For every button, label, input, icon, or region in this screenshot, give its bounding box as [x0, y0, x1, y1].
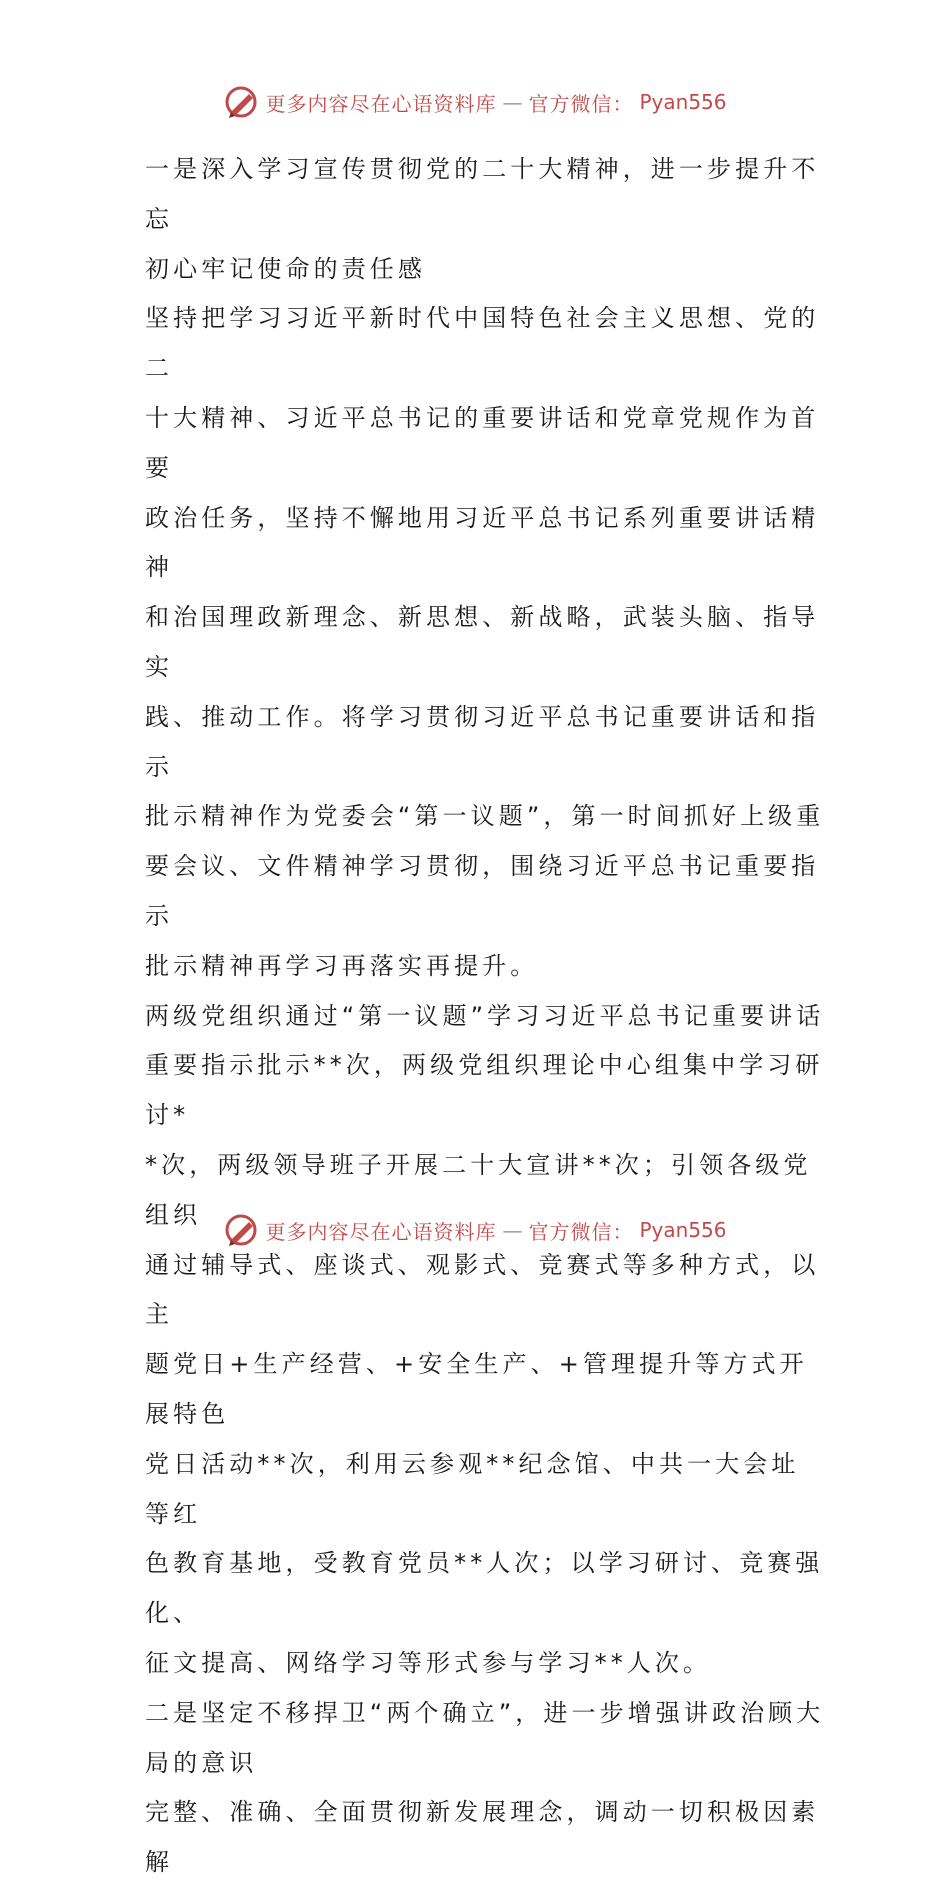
pen-logo-icon [223, 1212, 259, 1248]
banner-separator: — [502, 90, 523, 114]
banner-main-text: 更多内容尽在心语资料库 [265, 91, 497, 116]
document-body [145, 145, 825, 1888]
footer-banner [0, 1210, 950, 1250]
paragraph-2: 两级党组织通过“第一议题”学习习近平总书记重要讲话 重要指示批示**次，两级党组织理论中心组集中学习研讨* *次，两级领导班子开展二十大宣讲**次；引领各级党组织 通过辅导式、座谈式、观影式、竞赛式等多种方式，以主 题党日+生产经营、+安全生产、+管理提升等方式开展特色 党日活动**次，利用云参观**纪念馆、中共一大会址等红 色教育基地，受教育党员**人次；以学习研讨、竞赛强化、 征文提高、网络学习等形式参与学习**人次。 [145, 1001, 825, 1677]
banner-main-text: 更多内容尽在心语资料库 [265, 1219, 497, 1244]
banner-contact-id: Pyan556 [639, 90, 727, 114]
banner-separator: — [502, 1218, 523, 1242]
banner-contact-id: Pyan556 [639, 1218, 727, 1242]
pen-logo-icon [223, 84, 259, 120]
header-banner [0, 82, 950, 122]
section-heading-1: 一是深入学习宣传贯彻党的二十大精神，进一步提升不忘 初心牢记使命的责任感 [145, 155, 820, 283]
banner-contact-label: 官方微信： [528, 91, 634, 116]
banner-contact-label: 官方微信： [528, 1219, 634, 1244]
section-heading-2: 二是坚定不移捍卫“两个确立”，进一步增强讲政治顾大 局的意识 [145, 1698, 825, 1777]
paragraph-1: 坚持把学习习近平新时代中国特色社会主义思想、党的二 十大精神、习近平总书记的重要讲话和党章党规作为首要 政治任务，坚持不懈地用习近平总书记系列重要讲话精神 和治国理政新理念、新思想、新战略，武装头脑、指导实 践、推动工作。将学习贯彻习近平总书记重要讲话和指示 批示精神作为党委会“第一议题”，第一时间抓好上级重 要会议、文件精神学习贯彻，围绕习近平总书记重要指示 批示精神再学习再落实再提升。 [145, 304, 825, 980]
paragraph-3: 完整、准确、全面贯彻新发展理念，调动一切积极因素解 [145, 1798, 820, 1877]
